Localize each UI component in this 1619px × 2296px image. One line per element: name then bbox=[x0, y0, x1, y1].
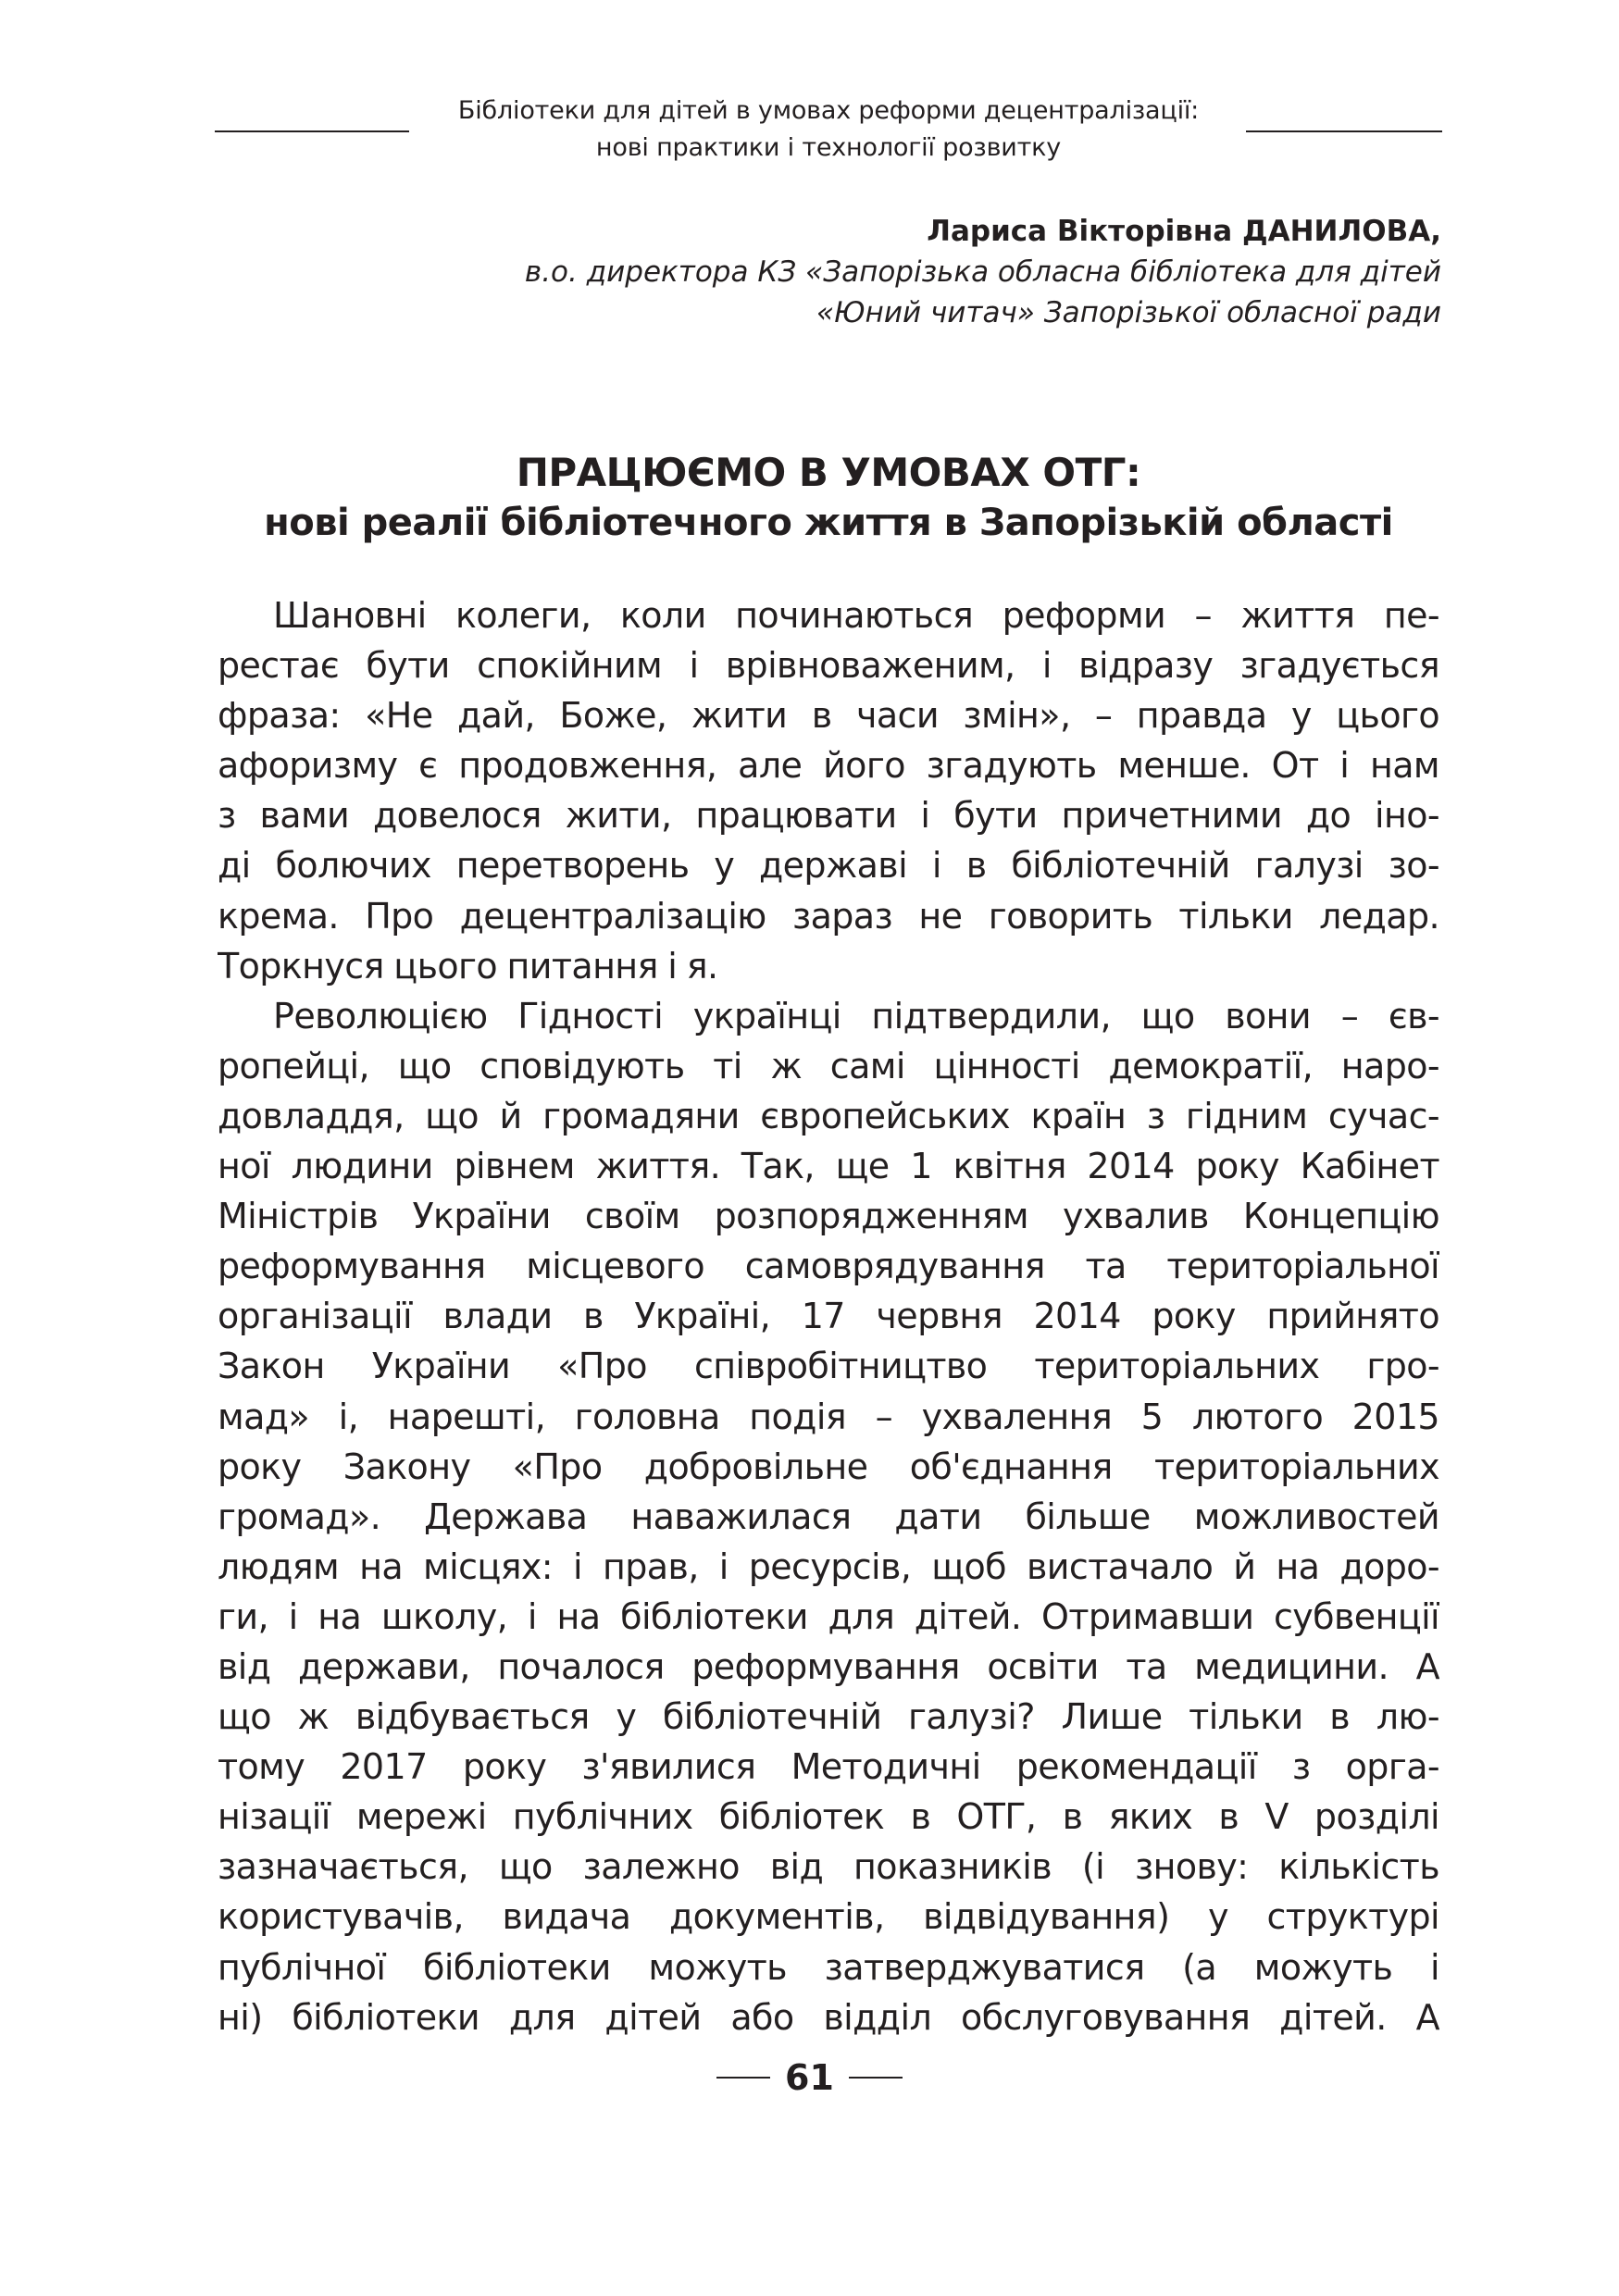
article-title bbox=[215, 448, 1442, 548]
body-line: тому 2017 року з'явилися Методичні рекомендації з орга- bbox=[218, 1746, 1439, 1788]
body-line: Закон України «Про співробітництво територіальних гро- bbox=[218, 1346, 1439, 1387]
author-position-line-2: «Юний читач» Запорізької обласної ради bbox=[816, 296, 1441, 329]
body-line: рестає бути спокійним і врівноваженим, і відразу згадується bbox=[218, 645, 1439, 687]
body-line: фраза: «Не дай, Боже, жити в часи змін», – правда у цього bbox=[218, 695, 1439, 737]
paragraph-1 bbox=[218, 590, 1439, 991]
footer-rule-right bbox=[849, 2077, 903, 2079]
running-header-line-2: нові практики і технології розвитку bbox=[595, 133, 1062, 162]
body-line: крема. Про децентралізацію зараз не говорить тільки ледар. bbox=[218, 895, 1439, 937]
body-line: організації влади в Україні, 17 червня 2014 року прийнято bbox=[218, 1296, 1439, 1337]
paragraph-2 bbox=[218, 991, 1439, 2042]
body-line: довладдя, що й громадяни європейських країн з гідним сучас- bbox=[218, 1095, 1439, 1136]
author-name: Лариса Вікторівна ДАНИЛОВА, bbox=[927, 215, 1441, 248]
body-line: від держави, почалося реформування освіти та медицини. А bbox=[218, 1645, 1439, 1687]
article-title-main: ПРАЦЮЄМО В УМОВАХ ОТГ: bbox=[516, 450, 1141, 495]
body-line: людям на місцях: і прав, і ресурсів, щоб вистачало й на доро- bbox=[218, 1545, 1439, 1587]
body-line: мад» і, нарешті, головна подія – ухвалення 5 лютого 2015 bbox=[218, 1396, 1439, 1437]
header-rule-right bbox=[1246, 130, 1442, 132]
footer-rule-left bbox=[716, 2077, 770, 2079]
running-header-line-1: Бібліотеки для дітей в умовах реформи децентралізації: bbox=[457, 96, 1200, 125]
body-line: ропейці, що сповідують ті ж самі цінності демократії, наро- bbox=[218, 1045, 1439, 1086]
running-header bbox=[215, 93, 1442, 167]
body-line: ної людини рівнем життя. Так, ще 1 квітня 2014 року Кабінет bbox=[218, 1146, 1439, 1187]
body-line: реформування місцевого самоврядування та територіальної bbox=[218, 1246, 1439, 1287]
body-line: громад». Держава наважилася дати більше можливостей bbox=[218, 1496, 1439, 1537]
page-footer bbox=[0, 2053, 1619, 2108]
body-line: Торкнуся цього питання і я. bbox=[218, 945, 718, 987]
author-position-line-1: в.о. директора КЗ «Запорізька обласна бібліотека для дітей bbox=[524, 255, 1441, 289]
article-subtitle: нові реалії бібліотечного життя в Запорізькій області bbox=[264, 502, 1393, 544]
body-line: року Закону «Про добровільне об'єднання територіальних bbox=[218, 1446, 1439, 1487]
body-line: Революцією Гідності українці підтвердили, що вони – єв- bbox=[273, 995, 1439, 1036]
body-line: ні) бібліотеки для дітей або відділ обслуговування дітей. А bbox=[218, 1996, 1439, 2038]
body-line: нізації мережі публічних бібліотек в ОТГ, в яких в V розділі bbox=[218, 1796, 1439, 1838]
header-rule-left bbox=[215, 130, 409, 132]
body-text bbox=[218, 590, 1439, 2042]
body-line: афоризму є продовження, але його згадують менше. От і нам bbox=[218, 745, 1439, 787]
body-line: з вами довелося жити, працювати і бути причетними до іно- bbox=[218, 795, 1439, 837]
body-line: Міністрів України своїм розпорядженням ухвалив Концепцію bbox=[218, 1196, 1439, 1237]
body-line: ги, і на школу, і на бібліотеки для дітей. Отримавши субвенції bbox=[218, 1595, 1439, 1637]
body-line: що ж відбувається у бібліотечній галузі? Лише тільки в лю- bbox=[218, 1696, 1439, 1738]
body-line: публічної бібліотеки можуть затверджуватися (а можуть і bbox=[218, 1946, 1439, 1988]
body-line: зазначається, що залежно від показників (і знову: кількість bbox=[218, 1846, 1439, 1888]
body-line: Шановні колеги, коли починаються реформи – життя пе- bbox=[273, 595, 1439, 636]
page-number: 61 bbox=[785, 2057, 834, 2098]
body-line: користувачів, видача документів, відвідування) у структурі bbox=[218, 1896, 1439, 1938]
body-line: ді болючих перетворень у державі і в бібліотечній галузі зо- bbox=[218, 845, 1439, 887]
author-block bbox=[238, 211, 1441, 333]
running-header-text bbox=[414, 93, 1243, 167]
